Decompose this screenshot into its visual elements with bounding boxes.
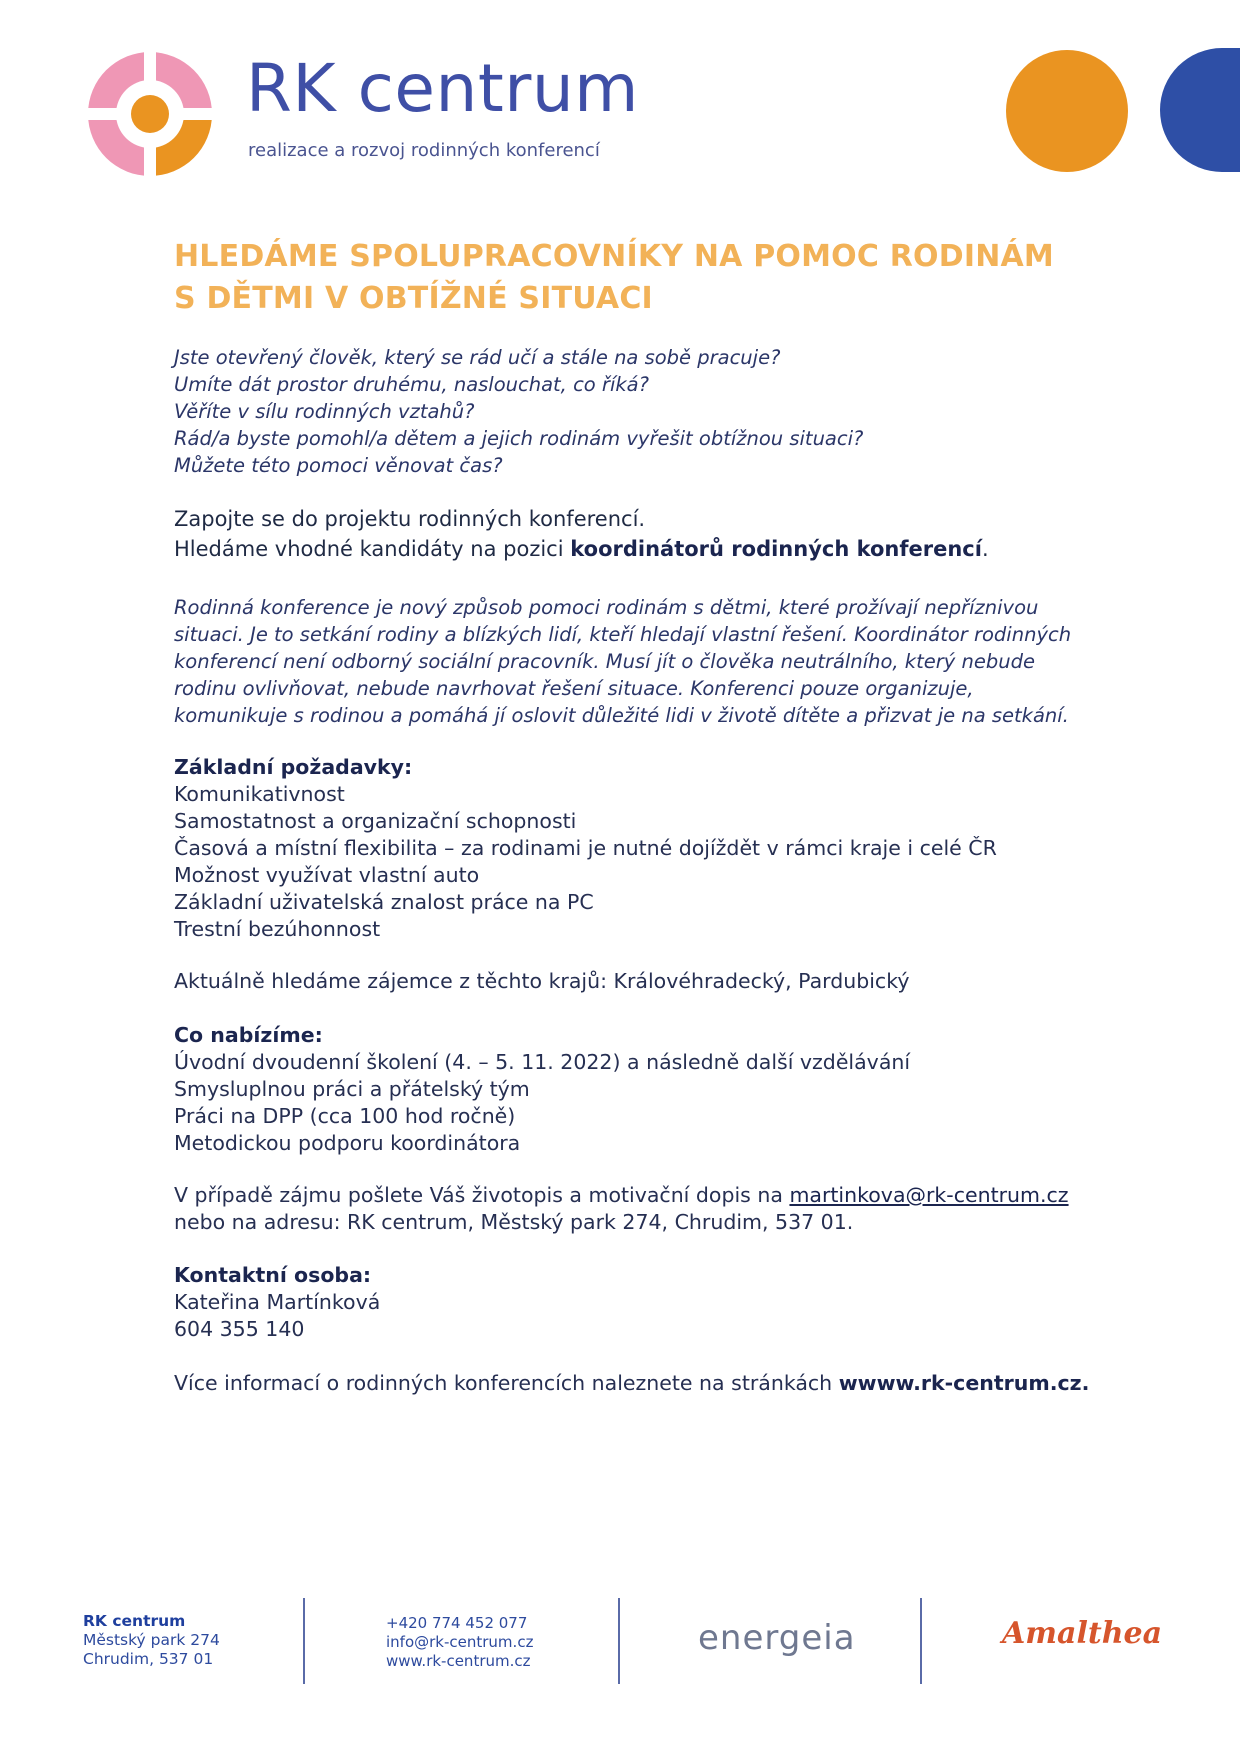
requirement-item: Možnost využívat vlastní auto [174,863,480,887]
contact-block [174,1262,1134,1343]
offer-item: Práci na DPP (cca 100 hod ročně) [174,1104,516,1128]
footer-divider [618,1598,620,1684]
amalthea-logo: Amalthea [1002,1616,1163,1651]
footer-street: Městský park 274 [83,1631,220,1649]
requirement-item: Trestní bezúhonnost [174,917,381,941]
footer [0,1590,1240,1710]
question-line: Věříte v sílu rodinných vztahů? [174,400,475,423]
requirement-item: Komunikativnost [174,782,345,806]
decorative-orange-circle [1006,50,1128,172]
energeia-logo: energeia [698,1618,856,1658]
intro-block [174,504,1134,564]
description-line: rodinu ovlivňovat, nebude navrhovat řešení situace. Konferenci pouze organizuje, [174,677,974,700]
contact-phone: 604 355 140 [174,1317,305,1341]
footer-web[interactable]: www.rk-centrum.cz [386,1652,531,1670]
footer-contacts [386,1614,533,1671]
footer-phone[interactable]: +420 774 452 077 [386,1614,528,1632]
offer-block [174,1022,1134,1157]
offer-title: Co nabízíme: [174,1023,323,1047]
intro-line: Hledáme vhodné kandidáty na pozici koordinátorů rodinných konferencí. [174,537,989,561]
question-line: Jste otevřený člověk, který se rád učí a stále na sobě pracuje? [174,346,781,369]
page-title-line: S DĚTMI V OBTÍŽNÉ SITUACI [174,281,653,316]
contact-name: Kateřina Martínková [174,1290,381,1314]
page-title-line: HLEDÁME SPOLUPRACOVNÍKY NA POMOC RODINÁM [174,239,1054,274]
position-name: koordinátorů rodinných konferencí [570,537,982,561]
more-info-line: Více informací o rodinných konferencích naleznete na stránkách wwww.rk-centrum.cz. [174,1371,1090,1395]
brand-tagline: realizace a rozvoj rodinných konferencí [248,140,600,161]
requirement-item: Základní uživatelská znalost práce na PC [174,890,594,914]
intro-line: Zapojte se do projektu rodinných konferencí. [174,507,646,531]
contact-title: Kontaktní osoba: [174,1263,372,1287]
questions-block [174,344,1134,479]
footer-city: Chrudim, 537 01 [83,1650,214,1668]
address-line: nebo na adresu: RK centrum, Městský park 274, Chrudim, 537 01. [174,1210,854,1234]
apply-block: V případě zájmu pošlete Váš životopis a motivační dopis na martinkova@rk-centrum.cz nebo na adresu: RK centrum, Městský park 274, Chrudim, 537 01. [174,1182,1134,1236]
description-line: komunikuje s rodinou a pomáhá jí oslovit důležité lidi v životě dítěte a přizvat je na setkání. [174,704,1069,727]
website-link[interactable]: wwww.rk-centrum.cz. [838,1371,1090,1395]
decorative-blue-half-circle [1160,48,1240,172]
footer-email[interactable]: info@rk-centrum.cz [386,1633,534,1651]
footer-address [83,1612,220,1669]
offer-item: Úvodní dvoudenní školení (4. – 5. 11. 2022) a následně další vzdělávání [174,1050,911,1074]
brand-name: RK centrum [246,50,639,127]
footer-divider [303,1598,305,1684]
question-line: Můžete této pomoci věnovat čas? [174,454,503,477]
question-line: Rád/a byste pomohl/a dětem a jejich rodinám vyřešit obtížnou situaci? [174,427,864,450]
requirement-item: Samostatnost a organizační schopnosti [174,809,577,833]
offer-item: Metodickou podporu koordinátora [174,1131,521,1155]
description-line: situaci. Je to setkání rodiny a blízkých lidí, kteří hledají vlastní řešení. Koordinátor rodinných [174,623,1072,646]
question-line: Umíte dát prostor druhému, naslouchat, co říká? [174,373,649,396]
regions-text: Aktuálně hledáme zájemce z těchto krajů: Královéhradecký, Pardubický [174,969,910,993]
description-line: Rodinná konference je nový způsob pomoci rodinám s dětmi, které prožívají nepříznivou [174,596,1039,619]
offer-item: Smysluplnou práci a přátelský tým [174,1077,530,1101]
email-link[interactable]: martinkova@rk-centrum.cz [789,1183,1069,1207]
description-block [174,594,1134,729]
page-title [174,236,1134,320]
footer-org-name: RK centrum [83,1612,186,1630]
footer-divider [920,1598,922,1684]
requirements-block [174,754,1134,943]
rk-centrum-logo [88,52,212,176]
requirements-title: Základní požadavky: [174,755,413,779]
requirement-item: Časová a místní flexibilita – za rodinami je nutné dojíždět v rámci kraje i celé ČR [174,836,997,860]
description-line: konferencí není odborný sociální pracovník. Musí jít o člověka neutrálního, který nebude [174,650,1035,673]
